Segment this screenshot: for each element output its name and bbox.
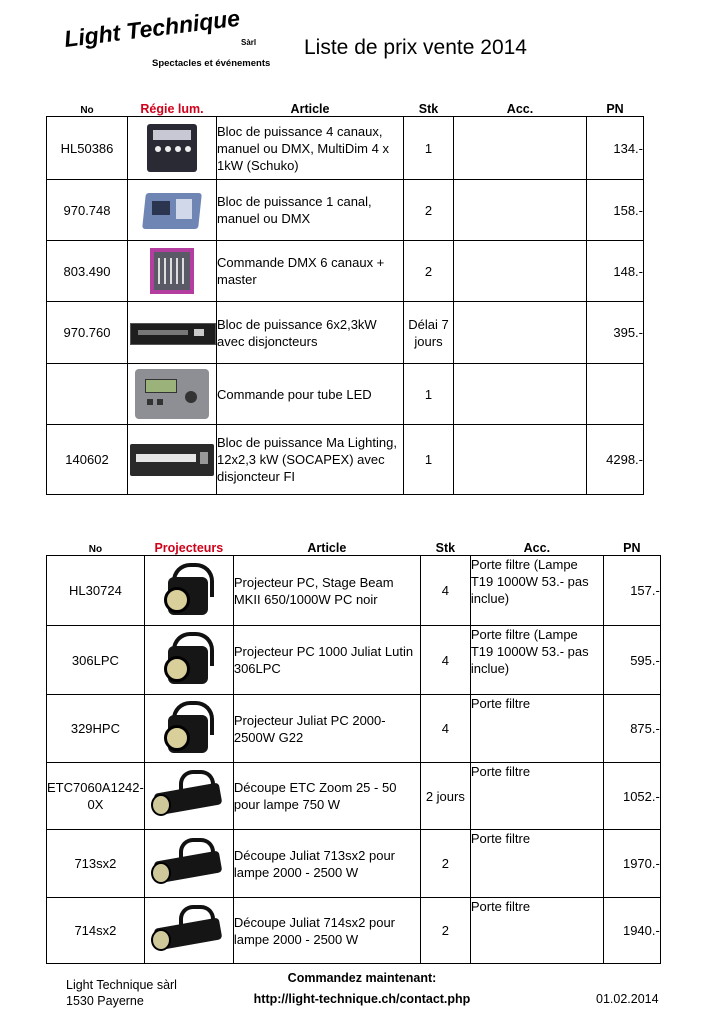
stock-value: 4 bbox=[420, 695, 470, 763]
table-row bbox=[47, 830, 661, 898]
product-image bbox=[128, 117, 217, 180]
header-accessories: Acc. bbox=[506, 102, 534, 116]
article-description: Bloc de puissance Ma Lighting, 12x2,3 kW (SOCAPEX) avec disjoncteur FI bbox=[217, 425, 404, 495]
product-image bbox=[128, 425, 217, 495]
logo-tagline: Spectacles et événements bbox=[152, 58, 271, 69]
article-description: Bloc de puissance 4 canaux, manuel ou DMX, MultiDim 4 x 1kW (Schuko) bbox=[217, 117, 404, 180]
dimmer-1ch-icon bbox=[140, 201, 204, 216]
price-value: 134.- bbox=[587, 117, 644, 180]
accessories-value bbox=[454, 117, 587, 180]
header-category: Projecteurs bbox=[154, 541, 224, 555]
stock-value: 1 bbox=[404, 364, 454, 425]
stock-value: 2 bbox=[404, 180, 454, 241]
price-value bbox=[587, 364, 644, 425]
table-row bbox=[47, 425, 644, 495]
table-row bbox=[47, 556, 661, 626]
logo-name: Light Technique bbox=[62, 4, 242, 53]
stock-value: 2 bbox=[420, 898, 470, 964]
price-value: 395.- bbox=[587, 302, 644, 364]
table-row bbox=[47, 763, 661, 830]
header-article: Article bbox=[290, 102, 330, 116]
stock-value: 1 bbox=[404, 425, 454, 495]
product-image bbox=[144, 763, 233, 830]
accessories-value bbox=[454, 425, 587, 495]
item-number: 140602 bbox=[47, 425, 128, 495]
article-description: Commande DMX 6 canaux + master bbox=[217, 241, 404, 302]
product-image bbox=[128, 180, 217, 241]
table-row bbox=[47, 626, 661, 695]
stock-value: Délai 7 jours bbox=[404, 302, 454, 364]
article-description: Projecteur Juliat PC 2000-2500W G22 bbox=[233, 695, 420, 763]
footer-city: 1530 Payerne bbox=[66, 994, 144, 1008]
item-number: ETC7060A1242-0X bbox=[47, 763, 145, 830]
item-number: 713sx2 bbox=[47, 830, 145, 898]
item-number: HL50386 bbox=[47, 117, 128, 180]
item-number: HL30724 bbox=[47, 556, 145, 626]
pc-spotlight-icon bbox=[158, 651, 220, 666]
price-value: 158.- bbox=[587, 180, 644, 241]
article-description: Découpe Juliat 714sx2 pour lampe 2000 - 2500 W bbox=[233, 898, 420, 964]
accessories-value: Porte filtre bbox=[470, 898, 603, 964]
stock-value: 2 bbox=[404, 241, 454, 302]
stock-value: 2 jours bbox=[420, 763, 470, 830]
article-description: Commande pour tube LED bbox=[217, 364, 404, 425]
profile-spot-icon bbox=[149, 922, 229, 937]
accessories-value: Porte filtre bbox=[470, 763, 603, 830]
table-row bbox=[47, 180, 644, 241]
rack-dimmer-icon bbox=[130, 324, 214, 339]
article-description: Découpe ETC Zoom 25 - 50 pour lampe 750 W bbox=[233, 763, 420, 830]
product-image bbox=[144, 556, 233, 626]
header-accessories: Acc. bbox=[523, 541, 551, 555]
pc-spotlight-icon bbox=[158, 720, 220, 735]
item-number: 803.490 bbox=[47, 241, 128, 302]
price-value: 157.- bbox=[603, 556, 660, 626]
profile-spot-icon bbox=[149, 855, 229, 870]
stock-value: 4 bbox=[420, 626, 470, 695]
header-category: Régie lum. bbox=[140, 102, 204, 116]
dimmer-4ch-icon bbox=[141, 139, 203, 154]
item-number bbox=[47, 364, 128, 425]
accessories-value: Porte filtre (Lampe T19 1000W 53.- pas inclue) bbox=[470, 626, 603, 695]
logo-sarl: Sàrl bbox=[241, 38, 257, 47]
table-row bbox=[47, 364, 644, 425]
price-value: 1970.- bbox=[603, 830, 660, 898]
header-no: No bbox=[80, 105, 94, 116]
article-description: Projecteur PC 1000 Juliat Lutin 306LPC bbox=[233, 626, 420, 695]
header-price: PN bbox=[606, 102, 624, 116]
price-value: 595.- bbox=[603, 626, 660, 695]
item-number: 714sx2 bbox=[47, 898, 145, 964]
led-controller-icon bbox=[135, 385, 209, 400]
price-value: 875.- bbox=[603, 695, 660, 763]
table-row bbox=[47, 302, 644, 364]
product-image bbox=[128, 241, 217, 302]
item-number: 306LPC bbox=[47, 626, 145, 695]
item-number: 329HPC bbox=[47, 695, 145, 763]
product-image bbox=[128, 364, 217, 425]
price-table-projecteurs bbox=[46, 536, 661, 964]
accessories-value: Porte filtre bbox=[470, 695, 603, 763]
rack-dimmer-12ch-icon bbox=[130, 451, 214, 466]
header-no: No bbox=[88, 544, 103, 555]
article-description: Bloc de puissance 6x2,3kW avec disjoncteurs bbox=[217, 302, 404, 364]
accessories-value bbox=[454, 364, 587, 425]
article-description: Découpe Juliat 713sx2 pour lampe 2000 - 2500 W bbox=[233, 830, 420, 898]
footer-date: 01.02.2014 bbox=[596, 992, 659, 1006]
accessories-value bbox=[454, 302, 587, 364]
table-row bbox=[47, 241, 644, 302]
price-table-regie bbox=[46, 97, 644, 495]
table-row bbox=[47, 898, 661, 964]
product-image bbox=[144, 898, 233, 964]
product-image bbox=[144, 695, 233, 763]
price-value: 1052.- bbox=[603, 763, 660, 830]
footer-company: Light Technique sàrl bbox=[66, 978, 177, 992]
article-description: Projecteur PC, Stage Beam MKII 650/1000W PC noir bbox=[233, 556, 420, 626]
footer-cta: Commandez maintenant: bbox=[287, 971, 437, 985]
item-number: 970.760 bbox=[47, 302, 128, 364]
header-stock: Stk bbox=[435, 541, 456, 555]
company-logo bbox=[62, 4, 276, 76]
price-value: 148.- bbox=[587, 241, 644, 302]
price-value: 4298.- bbox=[587, 425, 644, 495]
product-image bbox=[144, 830, 233, 898]
header-article: Article bbox=[307, 541, 347, 555]
article-description: Bloc de puissance 1 canal, manuel ou DMX bbox=[217, 180, 404, 241]
header-price: PN bbox=[623, 541, 641, 555]
stock-value: 4 bbox=[420, 556, 470, 626]
accessories-value: Porte filtre (Lampe T19 1000W 53.- pas inclue) bbox=[470, 556, 603, 626]
stock-value: 2 bbox=[420, 830, 470, 898]
table-row bbox=[47, 117, 644, 180]
accessories-value bbox=[454, 241, 587, 302]
table-row bbox=[47, 695, 661, 763]
header-stock: Stk bbox=[418, 102, 439, 116]
footer-contact-link[interactable]: http://light-technique.ch/contact.php bbox=[253, 992, 471, 1006]
dmx-controller-icon bbox=[150, 262, 194, 277]
pc-spotlight-icon bbox=[158, 582, 220, 597]
product-image bbox=[144, 626, 233, 695]
accessories-value: Porte filtre bbox=[470, 830, 603, 898]
profile-spot-icon bbox=[149, 787, 229, 802]
accessories-value bbox=[454, 180, 587, 241]
stock-value: 1 bbox=[404, 117, 454, 180]
page-title: Liste de prix vente 2014 bbox=[304, 36, 527, 59]
price-value: 1940.- bbox=[603, 898, 660, 964]
product-image bbox=[128, 302, 217, 364]
item-number: 970.748 bbox=[47, 180, 128, 241]
